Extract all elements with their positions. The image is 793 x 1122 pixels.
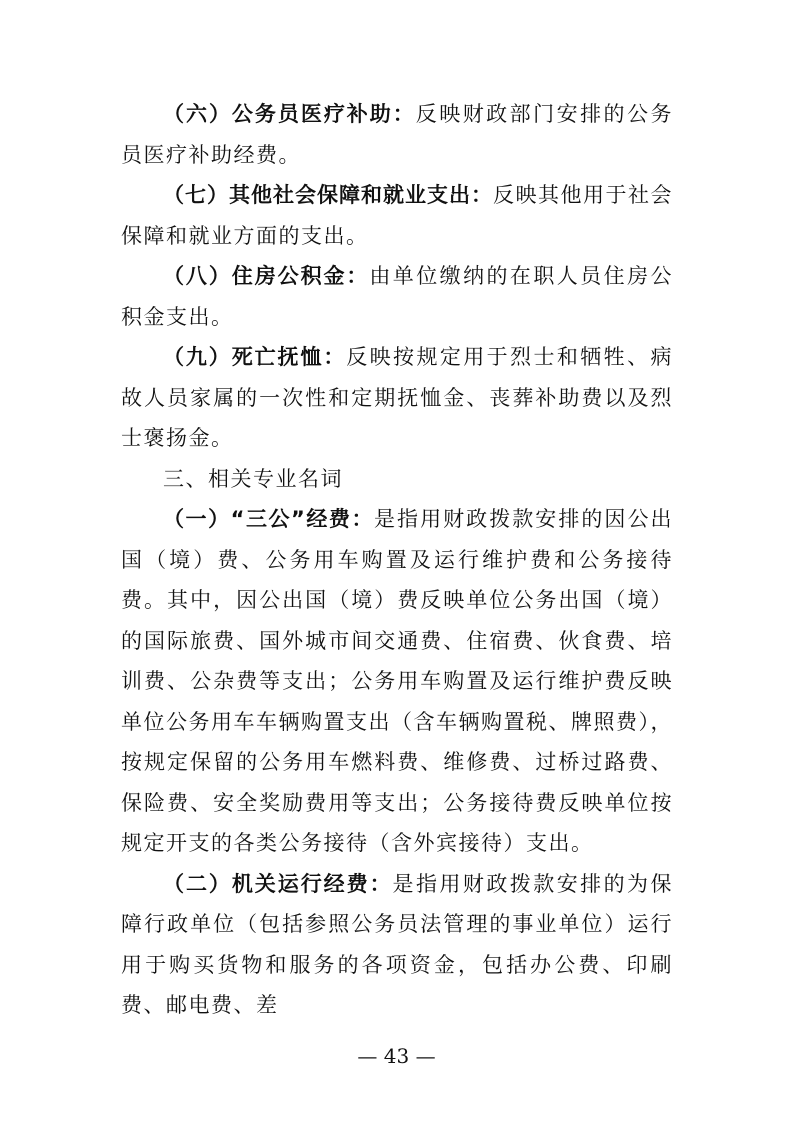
item-term: （七）其他社会保障和就业支出： — [163, 183, 493, 207]
document-body — [121, 94, 673, 1026]
page-number: — 43 — — [357, 1044, 436, 1068]
item-paragraph-other-social-security — [121, 175, 673, 256]
definition-body: 是指用财政拨款安排的因公出国（境）费、公务用车购置及运行维护费和公务接待费。其中，因公出国（境）费反映单位公务出国（境）的国际旅费、国外城市间交通费、住宿费、伙食费、培训费、公杂费等支出；公务用车购置及运行维护费反映单位公务用车车辆购置支出（含车辆购置税、牌照费），按规定保留的公务用车燃料费、维修费、过桥过路费、保险费、安全奖励费用等支出；公务接待费反映单位按规定开支的各类公务接待（含外宾接待）支出。 — [121, 507, 674, 855]
item-term: （九）死亡抚恤： — [163, 345, 347, 369]
item-paragraph-housing-fund — [121, 256, 673, 337]
item-body: 由单位缴纳的在职人员住房公积金支出。 — [121, 264, 674, 329]
definition-paragraph-operating-expenses — [121, 864, 673, 1026]
item-body: 反映按规定用于烈士和牺牲、病故人员家属的一次性和定期抚恤金、丧葬补助费以及烈士褒扬金。 — [121, 345, 674, 450]
definition-term: （一）“三公”经费： — [163, 507, 375, 531]
definition-paragraph-three-public — [121, 499, 673, 864]
item-body: 反映财政部门安排的公务员医疗补助经费。 — [121, 102, 674, 167]
definition-body: 是指用财政拨款安排的为保障行政单位（包括参照公务员法管理的事业单位）运行用于购买货物和服务的各项资金，包括办公费、印刷费、邮电费、差 — [121, 871, 674, 1017]
item-term: （六）公务员医疗补助： — [163, 102, 416, 126]
item-term: （八）住房公积金： — [163, 264, 370, 288]
definition-term: （二）机关运行经费： — [163, 871, 393, 896]
item-paragraph-death-pension — [121, 337, 673, 459]
item-body: 反映其他用于社会保障和就业方面的支出。 — [121, 183, 673, 248]
item-paragraph-medical-subsidy — [121, 94, 673, 175]
section-heading: 三、相关专业名词 — [163, 466, 343, 491]
